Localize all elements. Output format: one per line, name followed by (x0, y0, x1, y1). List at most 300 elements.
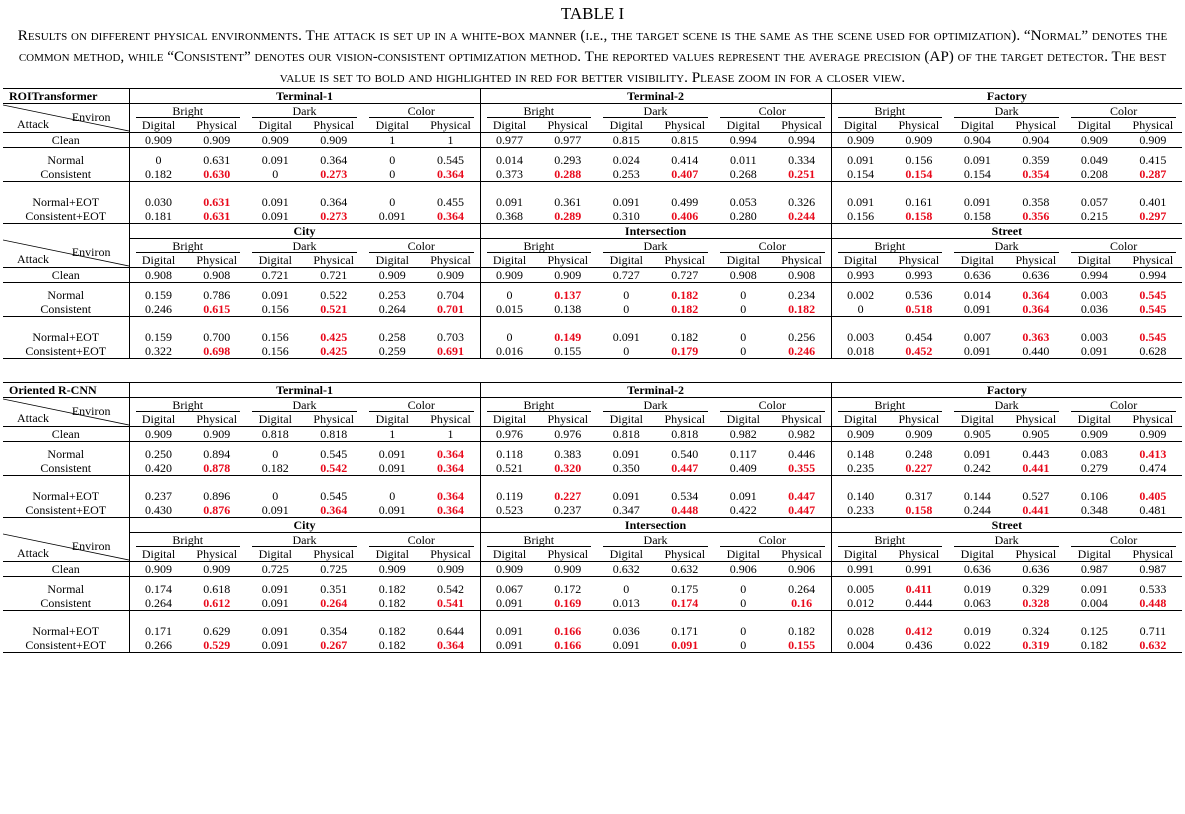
table-cell: 0.036 (1065, 302, 1124, 317)
blank-cell (129, 611, 480, 620)
table-cell: 0.545 (1139, 330, 1167, 344)
type-label: Physical (1007, 118, 1066, 133)
table-row (3, 619, 1182, 638)
type-label: Digital (363, 118, 422, 133)
table-cell: 0 (272, 489, 279, 503)
type-label: Digital (246, 412, 305, 427)
table-cell: 0.256 (788, 330, 816, 344)
table-cell: 0.014 (963, 288, 991, 302)
table-cell: 0 (714, 638, 773, 653)
table-cell: 0.334 (788, 153, 816, 167)
table-cell: 0.615 (188, 302, 247, 317)
table-cell: 0.364 (422, 167, 481, 182)
table-cell: 0.182 (363, 638, 422, 653)
table-cell: 0.317 (905, 489, 933, 503)
table-cell: 0.545 (320, 447, 348, 461)
blank-cell (831, 182, 1182, 191)
table-cell: 0.541 (422, 596, 481, 611)
table-cell: 0.994 (1065, 268, 1124, 283)
type-label: Digital (363, 547, 422, 562)
table-cell: 0.288 (539, 167, 598, 182)
table-row (3, 503, 1182, 518)
table-cell: 0.407 (656, 167, 715, 182)
table-cell: 0.182 (788, 624, 816, 638)
type-label: Physical (890, 412, 949, 427)
blank-cell (3, 476, 129, 485)
table-cell: 0 (714, 302, 773, 317)
type-label: Physical (656, 547, 715, 562)
table-cell: 0.368 (480, 209, 539, 224)
spacer-row (3, 317, 1182, 326)
table-cell: 0.253 (597, 167, 656, 182)
condition-label: Color (1065, 533, 1182, 548)
row-label: Consistent+EOT (3, 638, 129, 653)
type-label: Physical (539, 547, 598, 562)
table-cell: 0.542 (305, 461, 364, 476)
table-cell: 0 (831, 302, 890, 317)
type-label: Digital (129, 118, 188, 133)
table-cell: 0.264 (129, 596, 188, 611)
table-cell: 0.235 (831, 461, 890, 476)
table-cell: 1 (363, 427, 422, 442)
table-cell: 0 (597, 302, 656, 317)
table-cell: 0.994 (1124, 268, 1183, 283)
type-label: Digital (1065, 118, 1124, 133)
table-cell: 0.002 (831, 283, 890, 303)
condition-header-row (3, 533, 1182, 548)
table-cell: 0.441 (1007, 503, 1066, 518)
table-cell: 0.279 (1065, 461, 1124, 476)
table-cell: 0.012 (831, 596, 890, 611)
table-cell: 0.711 (1139, 624, 1167, 638)
scene-label: Street (831, 518, 1182, 533)
environ-label: Environ (71, 538, 111, 553)
table-cell: 0.280 (714, 209, 773, 224)
condition-label: Color (363, 533, 480, 548)
table-cell: 0.991 (890, 562, 949, 577)
table-cell: 0.401 (1139, 195, 1167, 209)
table-cell: 0 (714, 596, 773, 611)
table-cell: 0.894 (203, 447, 231, 461)
type-label: Physical (1007, 253, 1066, 268)
table-cell: 0.444 (890, 596, 949, 611)
table-cell: 0.003 (831, 325, 890, 344)
table-cell: 0.155 (773, 638, 832, 653)
table-cell: 0.364 (1022, 288, 1050, 302)
type-label: Physical (773, 547, 832, 562)
table-cell: 0.091 (246, 503, 305, 518)
condition-label: Bright (480, 398, 597, 413)
blank-cell (3, 224, 129, 239)
table-cell: 0.019 (963, 624, 991, 638)
row-label: Consistent+EOT (3, 209, 129, 224)
table-row (3, 133, 1182, 148)
table-cell: 0.049 (1080, 153, 1108, 167)
table-cell: 0.977 (480, 133, 539, 148)
type-label: Digital (480, 412, 539, 427)
table-cell: 0.175 (671, 582, 699, 596)
type-label: Digital (948, 118, 1007, 133)
table-cell: 0.246 (129, 302, 188, 317)
table-cell: 0.522 (320, 288, 348, 302)
scene-header-row (3, 518, 1182, 533)
type-label: Physical (305, 547, 364, 562)
row-label: Normal+EOT (32, 624, 100, 638)
table-cell: 0.443 (1022, 447, 1050, 461)
table-cell: 0.725 (305, 562, 364, 577)
table-cell: 0.364 (437, 489, 465, 503)
table-cell: 0.154 (831, 167, 890, 182)
table-cell: 0.014 (480, 148, 539, 168)
type-label: Digital (480, 118, 539, 133)
table-cell: 0.412 (905, 624, 933, 638)
table-cell: 0.148 (831, 442, 890, 462)
table-cell: 0 (480, 325, 539, 344)
table-cell: 0.632 (1124, 638, 1183, 653)
type-label: Digital (714, 118, 773, 133)
table-cell: 0.013 (597, 596, 656, 611)
table-cell: 0.406 (656, 209, 715, 224)
type-label: Digital (831, 118, 890, 133)
blank-cell (831, 611, 1182, 620)
attack-environ-header (3, 239, 129, 268)
table-cell: 0.908 (129, 268, 188, 283)
type-label: Physical (1124, 547, 1183, 562)
table-row (3, 596, 1182, 611)
row-label: Clean (3, 133, 129, 148)
table-cell: 0.215 (1065, 209, 1124, 224)
table-row (3, 638, 1182, 653)
table-cell: 0.440 (1007, 344, 1066, 359)
condition-label: Color (714, 398, 831, 413)
row-label: Normal+EOT (32, 330, 100, 344)
table-cell: 0.632 (656, 562, 715, 577)
type-label: Physical (773, 118, 832, 133)
table-cell: 0.545 (1124, 302, 1183, 317)
table-cell: 0.405 (1139, 489, 1167, 503)
table-cell: 0.171 (129, 619, 188, 638)
table-cell: 0.644 (437, 624, 465, 638)
table-cell: 0.174 (129, 577, 188, 597)
table-cell: 0.182 (656, 302, 715, 317)
table-cell: 0.154 (890, 167, 949, 182)
table-row (3, 442, 1182, 462)
table-cell: 0.364 (320, 153, 348, 167)
table-row (3, 167, 1182, 182)
row-label: Normal (47, 447, 85, 461)
table-cell: 0 (623, 582, 630, 596)
table-cell: 0.267 (305, 638, 364, 653)
type-label: Physical (1124, 118, 1183, 133)
table-cell: 0 (389, 195, 396, 209)
table-cell: 0.909 (305, 133, 364, 148)
table-cell: 0.091 (261, 624, 289, 638)
table-cell: 0.174 (656, 596, 715, 611)
scene-label: Terminal-2 (480, 89, 831, 104)
table-cell: 0.909 (1065, 133, 1124, 148)
attack-label: Attack (17, 546, 49, 560)
blank-cell (3, 182, 129, 191)
table-cell: 0.909 (480, 268, 539, 283)
condition-label: Bright (831, 533, 948, 548)
type-label: Digital (597, 253, 656, 268)
condition-label: Dark (948, 104, 1065, 119)
table-cell: 0.411 (905, 582, 933, 596)
type-label: Physical (188, 253, 247, 268)
table-cell: 0.091 (363, 461, 422, 476)
table-cell: 1 (422, 133, 481, 148)
table-cell: 0.425 (320, 330, 348, 344)
table-cell: 0.091 (963, 447, 991, 461)
table-cell: 0.441 (1007, 461, 1066, 476)
type-header-row (3, 253, 1182, 268)
table-cell: 0.481 (1124, 503, 1183, 518)
blank-cell (480, 317, 831, 326)
table-cell: 0.364 (422, 461, 481, 476)
condition-header-row (3, 104, 1182, 119)
table-cell: 0.258 (378, 330, 406, 344)
type-label: Digital (246, 118, 305, 133)
model-name: Oriented R-CNN (3, 383, 129, 398)
condition-label: Bright (129, 398, 246, 413)
type-header-row (3, 547, 1182, 562)
table-cell: 0.172 (554, 582, 582, 596)
table-cell: 0.091 (612, 195, 640, 209)
table-cell: 0.725 (246, 562, 305, 577)
table-cell: 0.091 (261, 288, 289, 302)
condition-label: Dark (597, 239, 714, 254)
table-caption (0, 0, 1185, 88)
table-cell: 0.347 (597, 503, 656, 518)
table-title: TABLE I (560, 4, 625, 23)
blank-cell (3, 317, 129, 326)
table-row (3, 302, 1182, 317)
table-cell: 0.630 (188, 167, 247, 182)
table-cell: 0.523 (480, 503, 539, 518)
table-cell: 0.182 (378, 624, 406, 638)
table-cell: 0.909 (1124, 133, 1183, 148)
table-cell: 0.248 (905, 447, 933, 461)
table-cell: 0.545 (320, 489, 348, 503)
table-cell: 0.273 (305, 209, 364, 224)
table-cell: 0.698 (188, 344, 247, 359)
row-label: Consistent (3, 461, 129, 476)
table-cell: 0.253 (378, 288, 406, 302)
type-label: Digital (597, 547, 656, 562)
table-cell: 0.091 (261, 582, 289, 596)
table-cell: 0.091 (948, 344, 1007, 359)
scene-label: Terminal-1 (129, 89, 480, 104)
table-cell: 0.264 (305, 596, 364, 611)
table-cell: 0.028 (831, 619, 890, 638)
blank-cell (3, 611, 129, 620)
blank-cell (480, 182, 831, 191)
spacer-row (3, 476, 1182, 485)
table-cell: 0.091 (261, 153, 289, 167)
condition-label: Color (363, 239, 480, 254)
condition-label: Bright (831, 398, 948, 413)
row-label: Normal+EOT (32, 489, 100, 503)
table-cell: 0.993 (831, 268, 890, 283)
table-cell: 0.091 (963, 153, 991, 167)
type-label: Physical (188, 547, 247, 562)
table-cell: 0.356 (1007, 209, 1066, 224)
type-label: Digital (363, 253, 422, 268)
table-cell: 0.993 (890, 268, 949, 283)
row-label: Clean (3, 427, 129, 442)
table-cell: 0.373 (480, 167, 539, 182)
table-cell: 0.166 (539, 638, 598, 653)
condition-label: Color (363, 104, 480, 119)
table-cell: 0.091 (831, 190, 890, 209)
attack-environ-header (3, 104, 129, 133)
table-cell: 0.909 (129, 133, 188, 148)
attack-environ-header (3, 533, 129, 562)
type-label: Digital (597, 118, 656, 133)
table-cell: 0.16 (773, 596, 832, 611)
type-label: Physical (656, 412, 715, 427)
table-cell: 0.015 (480, 302, 539, 317)
table-cell: 0.264 (788, 582, 816, 596)
table-cell: 0.815 (597, 133, 656, 148)
table-cell: 0.251 (773, 167, 832, 182)
table-cell: 0.409 (714, 461, 773, 476)
table-cell: 0.289 (539, 209, 598, 224)
table-cell: 0.182 (378, 582, 406, 596)
row-label: Normal (47, 582, 85, 596)
condition-label: Bright (129, 533, 246, 548)
environ-label: Environ (71, 110, 111, 124)
condition-label: Dark (246, 398, 363, 413)
table-cell: 0.091 (378, 447, 406, 461)
table-cell: 0.091 (363, 503, 422, 518)
table-cell: 0.118 (480, 442, 539, 462)
table-cell: 0.727 (597, 268, 656, 283)
type-label: Physical (1124, 412, 1183, 427)
table-cell: 0.636 (948, 562, 1007, 577)
table-cell: 0.447 (656, 461, 715, 476)
table-cell: 0.091 (246, 638, 305, 653)
table-row (3, 344, 1182, 359)
table-cell: 0.909 (890, 133, 949, 148)
type-label: Digital (948, 412, 1007, 427)
type-label: Physical (656, 118, 715, 133)
table-cell: 0.533 (1139, 582, 1167, 596)
table-cell: 0.234 (788, 288, 816, 302)
table-cell: 0.182 (671, 330, 699, 344)
table-row (3, 577, 1182, 597)
type-label: Physical (539, 253, 598, 268)
table-cell: 0.904 (1007, 133, 1066, 148)
scene-header-row (3, 383, 1182, 398)
results-table (3, 88, 1182, 359)
table-cell: 0.091 (363, 209, 422, 224)
type-label: Physical (890, 253, 949, 268)
table-cell: 0.542 (437, 582, 465, 596)
table-cell: 0 (389, 489, 396, 503)
table-row (3, 190, 1182, 209)
type-label: Digital (948, 547, 1007, 562)
table-cell: 0.977 (539, 133, 598, 148)
blank-cell (129, 476, 480, 485)
table-cell: 0.011 (730, 153, 757, 167)
condition-label: Bright (480, 533, 597, 548)
table-cell: 0.909 (188, 562, 247, 577)
type-label: Digital (831, 412, 890, 427)
table-cell: 0.364 (437, 447, 465, 461)
table-cell: 0.179 (656, 344, 715, 359)
row-label: Consistent+EOT (3, 344, 129, 359)
type-label: Physical (773, 412, 832, 427)
type-label: Digital (714, 412, 773, 427)
table-cell: 0.908 (773, 268, 832, 283)
type-label: Physical (188, 118, 247, 133)
table-cell: 0.259 (363, 344, 422, 359)
table-cell: 0.159 (129, 325, 188, 344)
table-cell: 0 (129, 148, 188, 168)
condition-label: Color (363, 398, 480, 413)
table-cell: 0.156 (905, 153, 933, 167)
row-label: Consistent (3, 167, 129, 182)
table-cell: 0.631 (203, 195, 231, 209)
condition-label: Color (1065, 398, 1182, 413)
table-row (3, 283, 1182, 303)
table-cell: 0.636 (1007, 268, 1066, 283)
table-cell: 0.091 (246, 596, 305, 611)
row-label: Consistent+EOT (3, 503, 129, 518)
blank-cell (129, 317, 480, 326)
table-cell: 0.361 (554, 195, 582, 209)
table-cell: 0 (740, 624, 747, 638)
table-cell: 0.452 (890, 344, 949, 359)
type-label: Physical (422, 547, 481, 562)
table-cell: 0.348 (1065, 503, 1124, 518)
table-cell: 0.359 (1022, 153, 1050, 167)
table-cell: 0.905 (948, 427, 1007, 442)
table-cell: 0.987 (1065, 562, 1124, 577)
table-cell: 0 (597, 344, 656, 359)
table-cell: 0.091 (656, 638, 715, 653)
table-cell: 0.909 (831, 427, 890, 442)
table-cell: 0.703 (437, 330, 465, 344)
table-row (3, 325, 1182, 344)
table-cell: 0.156 (261, 330, 289, 344)
row-label: Clean (3, 562, 129, 577)
scene-label: City (129, 518, 480, 533)
table-cell: 0.091 (612, 330, 640, 344)
table-cell: 0.182 (246, 461, 305, 476)
results-tables (0, 88, 1185, 653)
table-cell: 0.691 (422, 344, 481, 359)
table-cell: 0 (714, 344, 773, 359)
table-cell: 0 (389, 153, 396, 167)
type-label: Digital (363, 412, 422, 427)
type-label: Digital (1065, 547, 1124, 562)
table-cell: 0.091 (246, 209, 305, 224)
table-cell: 0.909 (363, 562, 422, 577)
table-cell: 0.529 (188, 638, 247, 653)
table-cell: 0.909 (246, 133, 305, 148)
table-cell: 0.455 (437, 195, 465, 209)
environ-label: Environ (71, 244, 111, 259)
table-cell: 0.003 (1080, 330, 1108, 344)
type-label: Digital (714, 253, 773, 268)
table-cell: 0.545 (1139, 288, 1167, 302)
table-cell: 0.244 (948, 503, 1007, 518)
type-label: Physical (539, 412, 598, 427)
table-cell: 0.161 (905, 195, 933, 209)
table-cell: 0.700 (203, 330, 231, 344)
